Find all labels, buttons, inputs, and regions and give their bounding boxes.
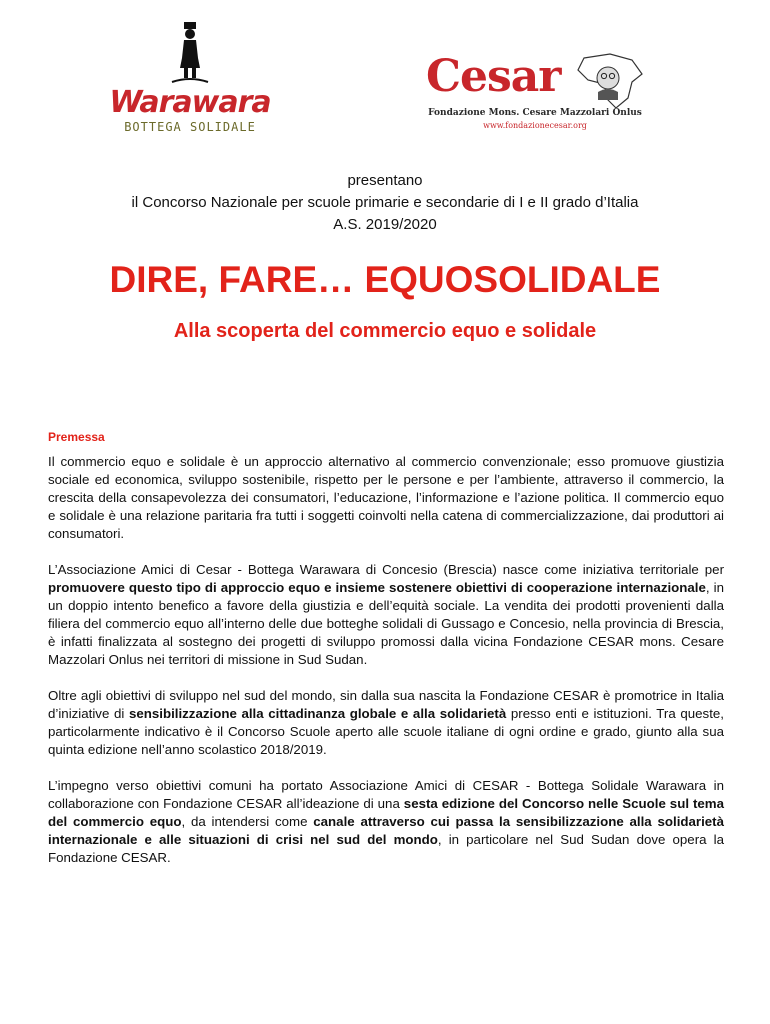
cesar-wordmark: Cesar <box>426 51 561 102</box>
intro-line-year: A.S. 2019/2020 <box>333 216 437 233</box>
paragraph-3-text-c: presso enti e istituzioni. Tra queste, particolarmente indicativo è il Concorso Scuole aperto alle scuole italiane di ogni ordine e grado, giunto alla sua quinta edizione nell’anno scolastico 2018/2019. <box>48 706 724 757</box>
paragraph-2-text-a: L’Associazione Amici di Cesar - Bottega Warawara di Concesio (Brescia) nasce come iniziativa territoriale per <box>48 562 724 577</box>
page-subtitle: Alla scoperta del commercio equo e solidale <box>173 320 597 342</box>
paragraph-4-bold-2: canale attraverso cui passa la sensibilizzazione alla solidarietà internazionale e alle situazioni di crisi nel sud del mondo <box>48 814 724 847</box>
paragraph-2 <box>48 561 724 669</box>
africa-portrait-icon <box>570 52 648 110</box>
paragraph-4-bold-1: sesta edizione del Concorso nelle Scuole sul tema del commercio equo <box>48 796 724 829</box>
intro-line-contest: il Concorso Nazionale per scuole primarie e secondarie di I e II grado d’Italia <box>131 194 639 211</box>
paragraph-2-bold: promuovere questo tipo di approccio equo e insieme sostenere obiettivi di cooperazione internazionale <box>48 580 706 595</box>
body-text <box>48 453 724 885</box>
cesar-url: www.fondazionecesar.org <box>483 121 587 130</box>
paragraph-3-text-a: Oltre agli obiettivi di sviluppo nel sud del mondo, sin dalla sua nascita la Fondazione CESAR è promotrice in Italia d’iniziative di <box>48 688 724 721</box>
paragraph-2-text-c: , in un doppio intento benefico a favore della giustizia e dell’equità sociale. La vendita dei prodotti provenienti dalla filiera del commercio equo all’interno delle due botteghe solidali di Gussago e Concesio, nella provincia di Brescia, è infatti finalizzata al sostegno dei progetti di sviluppo promossi dalla vicina Fondazione CESAR mons. Cesare Mazzolari Onlus nei territori di missione in Sud Sudan. <box>48 580 724 667</box>
warawara-subtitle: BOTTEGA SOLIDALE <box>124 120 256 134</box>
paragraph-4-text-c: , da intendersi come <box>181 814 314 829</box>
paragraph-3-bold: sensibilizzazione alla cittadinanza globale e alla solidarietà <box>128 706 507 721</box>
paragraph-3 <box>48 687 724 759</box>
intro-line-presents: presentano <box>347 172 423 189</box>
warawara-logo <box>100 22 280 138</box>
warawara-wordmark: Warawara <box>109 85 271 120</box>
paragraph-4-text-e: , in particolare nel Sud Sudan dove opera la Fondazione CESAR. <box>48 832 724 865</box>
paragraph-4 <box>48 777 724 867</box>
page-title: DIRE, FARE… EQUOSOLIDALE <box>109 259 661 300</box>
paragraph-1: Il commercio equo e solidale è un approccio alternativo al commercio convenzionale; esso promuove giustizia sociale ed economica, sviluppo sostenibile, rispetto per le persone e per l’ambiente, attraverso il commercio, la crescita della consapevolezza dei consumatori, l’educazione, l’informazione e l’azione politica. Il commercio equo e solidale è una relazione paritaria fra tutti i soggetti coinvolti nella catena di commercializzazione, dai produttori ai consumatori. <box>48 454 724 541</box>
intro-block <box>0 170 770 236</box>
section-heading-premessa: Premessa <box>48 430 105 444</box>
cesar-logo <box>420 52 650 152</box>
carrying-figure-icon <box>162 22 218 84</box>
paragraph-4-text-a: L’impegno verso obiettivi comuni ha portato Associazione Amici di CESAR - Bottega Solidale Warawara in collaborazione con Fondazione CESAR all’ideazione di una <box>48 778 724 811</box>
cesar-subtitle: Fondazione Mons. Cesare Mazzolari Onlus <box>428 108 642 118</box>
